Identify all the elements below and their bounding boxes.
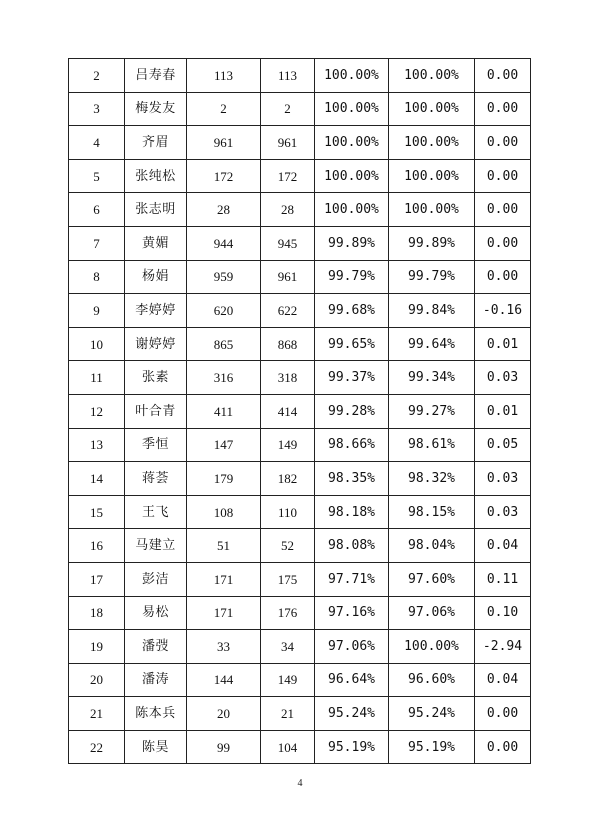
difference-cell: 0.00 xyxy=(475,697,531,731)
table-row xyxy=(69,663,531,697)
difference-cell: 0.05 xyxy=(475,428,531,462)
rank-cell: 7 xyxy=(69,226,125,260)
rank-cell: 21 xyxy=(69,697,125,731)
rate-2-cell: 99.34% xyxy=(389,361,475,395)
rank-cell: 22 xyxy=(69,730,125,764)
table-row xyxy=(69,92,531,126)
rate-2-cell: 100.00% xyxy=(389,126,475,160)
table-row xyxy=(69,126,531,160)
count-b-cell: 2 xyxy=(261,92,315,126)
count-a-cell: 144 xyxy=(187,663,261,697)
rate-1-cell: 99.89% xyxy=(315,226,389,260)
name-cell: 陈昊 xyxy=(125,730,187,764)
rank-cell: 3 xyxy=(69,92,125,126)
rate-1-cell: 100.00% xyxy=(315,92,389,126)
table-row xyxy=(69,495,531,529)
rate-1-cell: 95.19% xyxy=(315,730,389,764)
table-row xyxy=(69,193,531,227)
rank-cell: 4 xyxy=(69,126,125,160)
difference-cell: 0.00 xyxy=(475,126,531,160)
difference-cell: 0.00 xyxy=(475,226,531,260)
table-row xyxy=(69,59,531,93)
name-cell: 张志明 xyxy=(125,193,187,227)
rate-2-cell: 100.00% xyxy=(389,193,475,227)
count-a-cell: 959 xyxy=(187,260,261,294)
count-a-cell: 2 xyxy=(187,92,261,126)
rate-1-cell: 100.00% xyxy=(315,193,389,227)
count-b-cell: 113 xyxy=(261,59,315,93)
count-a-cell: 113 xyxy=(187,59,261,93)
name-cell: 马建立 xyxy=(125,529,187,563)
name-cell: 王飞 xyxy=(125,495,187,529)
table-row xyxy=(69,462,531,496)
name-cell: 潘涛 xyxy=(125,663,187,697)
difference-cell: 0.00 xyxy=(475,159,531,193)
difference-cell: 0.04 xyxy=(475,529,531,563)
count-b-cell: 961 xyxy=(261,260,315,294)
count-a-cell: 171 xyxy=(187,596,261,630)
count-a-cell: 865 xyxy=(187,327,261,361)
rank-cell: 16 xyxy=(69,529,125,563)
count-b-cell: 149 xyxy=(261,663,315,697)
rate-1-cell: 95.24% xyxy=(315,697,389,731)
rate-1-cell: 97.71% xyxy=(315,562,389,596)
count-a-cell: 28 xyxy=(187,193,261,227)
count-a-cell: 33 xyxy=(187,630,261,664)
table-row xyxy=(69,361,531,395)
rank-cell: 18 xyxy=(69,596,125,630)
rate-1-cell: 100.00% xyxy=(315,159,389,193)
count-b-cell: 149 xyxy=(261,428,315,462)
rank-cell: 6 xyxy=(69,193,125,227)
count-b-cell: 172 xyxy=(261,159,315,193)
rate-1-cell: 99.28% xyxy=(315,394,389,428)
rate-2-cell: 100.00% xyxy=(389,59,475,93)
table-row xyxy=(69,562,531,596)
rate-2-cell: 98.04% xyxy=(389,529,475,563)
table-row xyxy=(69,159,531,193)
difference-cell: 0.10 xyxy=(475,596,531,630)
count-a-cell: 99 xyxy=(187,730,261,764)
rate-2-cell: 100.00% xyxy=(389,630,475,664)
rate-1-cell: 98.08% xyxy=(315,529,389,563)
rate-1-cell: 99.65% xyxy=(315,327,389,361)
difference-cell: -0.16 xyxy=(475,294,531,328)
difference-cell: 0.00 xyxy=(475,92,531,126)
count-a-cell: 944 xyxy=(187,226,261,260)
rank-cell: 20 xyxy=(69,663,125,697)
table-row xyxy=(69,294,531,328)
table-row xyxy=(69,630,531,664)
count-a-cell: 316 xyxy=(187,361,261,395)
count-b-cell: 182 xyxy=(261,462,315,496)
difference-cell: 0.03 xyxy=(475,361,531,395)
count-b-cell: 945 xyxy=(261,226,315,260)
rate-2-cell: 100.00% xyxy=(389,159,475,193)
name-cell: 陈本兵 xyxy=(125,697,187,731)
count-a-cell: 620 xyxy=(187,294,261,328)
name-cell: 齐眉 xyxy=(125,126,187,160)
difference-cell: 0.04 xyxy=(475,663,531,697)
name-cell: 张纯松 xyxy=(125,159,187,193)
table-body xyxy=(69,59,531,764)
rate-2-cell: 98.32% xyxy=(389,462,475,496)
difference-cell: 0.01 xyxy=(475,394,531,428)
rank-cell: 14 xyxy=(69,462,125,496)
table-row xyxy=(69,730,531,764)
count-b-cell: 110 xyxy=(261,495,315,529)
rank-cell: 2 xyxy=(69,59,125,93)
rate-1-cell: 98.35% xyxy=(315,462,389,496)
rank-cell: 15 xyxy=(69,495,125,529)
name-cell: 吕寿春 xyxy=(125,59,187,93)
name-cell: 李婷婷 xyxy=(125,294,187,328)
name-cell: 季恒 xyxy=(125,428,187,462)
rate-2-cell: 99.89% xyxy=(389,226,475,260)
table-row xyxy=(69,697,531,731)
name-cell: 潘弢 xyxy=(125,630,187,664)
name-cell: 彭洁 xyxy=(125,562,187,596)
count-b-cell: 34 xyxy=(261,630,315,664)
rank-cell: 5 xyxy=(69,159,125,193)
difference-cell: 0.11 xyxy=(475,562,531,596)
count-b-cell: 622 xyxy=(261,294,315,328)
data-table xyxy=(68,58,531,764)
rank-cell: 9 xyxy=(69,294,125,328)
count-a-cell: 961 xyxy=(187,126,261,160)
count-b-cell: 868 xyxy=(261,327,315,361)
rate-2-cell: 97.06% xyxy=(389,596,475,630)
difference-cell: 0.01 xyxy=(475,327,531,361)
difference-cell: 0.00 xyxy=(475,260,531,294)
rank-cell: 10 xyxy=(69,327,125,361)
rate-1-cell: 99.37% xyxy=(315,361,389,395)
count-b-cell: 28 xyxy=(261,193,315,227)
count-b-cell: 52 xyxy=(261,529,315,563)
count-a-cell: 179 xyxy=(187,462,261,496)
rate-2-cell: 99.27% xyxy=(389,394,475,428)
table-row xyxy=(69,394,531,428)
rate-2-cell: 97.60% xyxy=(389,562,475,596)
table-row xyxy=(69,327,531,361)
table-row xyxy=(69,529,531,563)
rate-1-cell: 100.00% xyxy=(315,126,389,160)
count-a-cell: 20 xyxy=(187,697,261,731)
name-cell: 杨娟 xyxy=(125,260,187,294)
count-a-cell: 171 xyxy=(187,562,261,596)
rate-1-cell: 97.06% xyxy=(315,630,389,664)
difference-cell: 0.03 xyxy=(475,462,531,496)
rate-2-cell: 96.60% xyxy=(389,663,475,697)
rate-2-cell: 99.79% xyxy=(389,260,475,294)
count-b-cell: 21 xyxy=(261,697,315,731)
table-row xyxy=(69,226,531,260)
rate-1-cell: 96.64% xyxy=(315,663,389,697)
difference-cell: 0.03 xyxy=(475,495,531,529)
count-b-cell: 414 xyxy=(261,394,315,428)
rate-1-cell: 97.16% xyxy=(315,596,389,630)
table-row xyxy=(69,596,531,630)
rate-1-cell: 98.18% xyxy=(315,495,389,529)
rank-cell: 13 xyxy=(69,428,125,462)
name-cell: 张素 xyxy=(125,361,187,395)
rank-cell: 19 xyxy=(69,630,125,664)
rank-cell: 17 xyxy=(69,562,125,596)
count-b-cell: 318 xyxy=(261,361,315,395)
rate-2-cell: 98.61% xyxy=(389,428,475,462)
name-cell: 易松 xyxy=(125,596,187,630)
table-row xyxy=(69,260,531,294)
count-b-cell: 175 xyxy=(261,562,315,596)
rate-1-cell: 98.66% xyxy=(315,428,389,462)
name-cell: 梅发友 xyxy=(125,92,187,126)
rate-2-cell: 99.64% xyxy=(389,327,475,361)
count-b-cell: 176 xyxy=(261,596,315,630)
difference-cell: 0.00 xyxy=(475,59,531,93)
count-b-cell: 961 xyxy=(261,126,315,160)
page-number: 4 xyxy=(297,778,303,789)
rate-2-cell: 99.84% xyxy=(389,294,475,328)
rate-1-cell: 100.00% xyxy=(315,59,389,93)
count-a-cell: 108 xyxy=(187,495,261,529)
rate-1-cell: 99.79% xyxy=(315,260,389,294)
count-b-cell: 104 xyxy=(261,730,315,764)
count-a-cell: 147 xyxy=(187,428,261,462)
rank-cell: 11 xyxy=(69,361,125,395)
rank-cell: 8 xyxy=(69,260,125,294)
rate-2-cell: 95.24% xyxy=(389,697,475,731)
rate-2-cell: 95.19% xyxy=(389,730,475,764)
rate-1-cell: 99.68% xyxy=(315,294,389,328)
difference-cell: 0.00 xyxy=(475,730,531,764)
name-cell: 叶合青 xyxy=(125,394,187,428)
count-a-cell: 51 xyxy=(187,529,261,563)
name-cell: 蒋荟 xyxy=(125,462,187,496)
count-a-cell: 411 xyxy=(187,394,261,428)
rank-cell: 12 xyxy=(69,394,125,428)
count-a-cell: 172 xyxy=(187,159,261,193)
rate-2-cell: 98.15% xyxy=(389,495,475,529)
name-cell: 谢婷婷 xyxy=(125,327,187,361)
rate-2-cell: 100.00% xyxy=(389,92,475,126)
difference-cell: 0.00 xyxy=(475,193,531,227)
name-cell: 黄媚 xyxy=(125,226,187,260)
table-row xyxy=(69,428,531,462)
difference-cell: -2.94 xyxy=(475,630,531,664)
